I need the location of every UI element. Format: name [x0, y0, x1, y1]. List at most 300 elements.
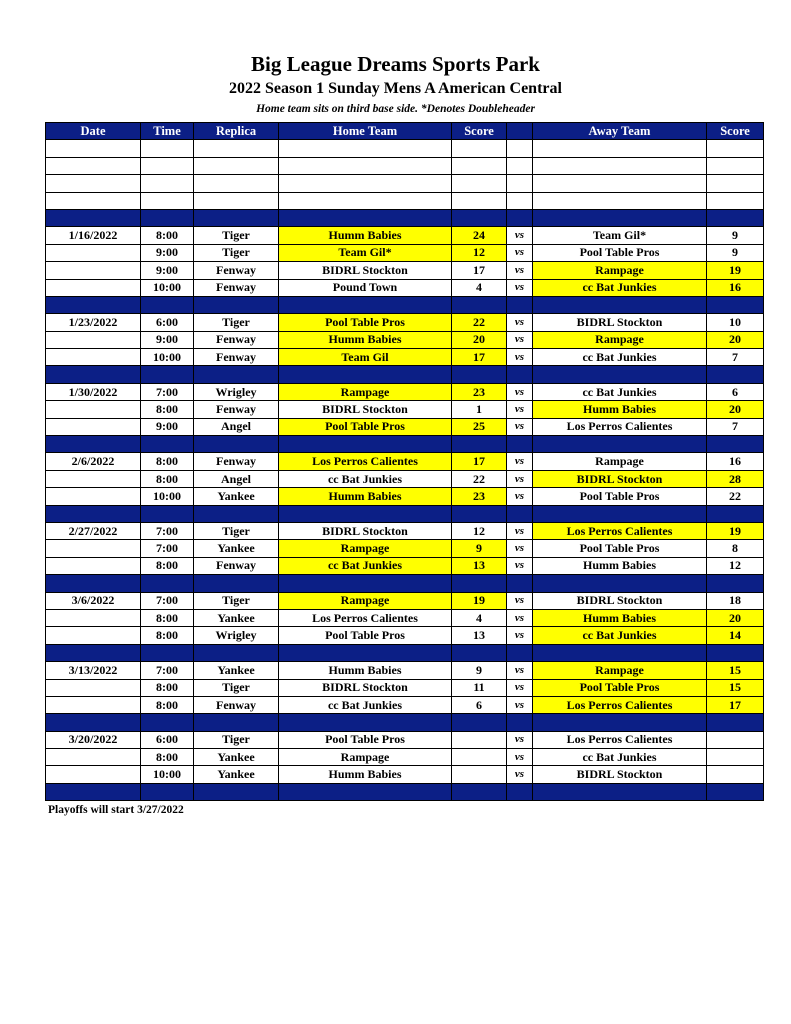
blank-cell [46, 140, 141, 157]
cell-time: 8:00 [141, 609, 194, 626]
cell-away-team: Los Perros Calientes [533, 696, 707, 713]
cell-date [46, 418, 141, 435]
cell-away-score: 14 [707, 627, 764, 644]
cell-time: 9:00 [141, 331, 194, 348]
separator-cell [194, 366, 279, 383]
cell-away-team: Pool Table Pros [533, 488, 707, 505]
separator-cell [46, 436, 141, 453]
cell-vs: vs [507, 488, 533, 505]
cell-time: 8:00 [141, 696, 194, 713]
cell-away-team: Rampage [533, 453, 707, 470]
cell-home-score: 25 [452, 418, 507, 435]
separator-cell [452, 296, 507, 313]
separator-cell [707, 209, 764, 226]
separator-cell [279, 714, 452, 731]
cell-away-team: cc Bat Junkies [533, 349, 707, 366]
blank-cell [507, 192, 533, 209]
cell-date: 3/6/2022 [46, 592, 141, 609]
separator-cell [507, 575, 533, 592]
cell-date [46, 488, 141, 505]
cell-away-team: cc Bat Junkies [533, 383, 707, 400]
game-row [46, 557, 764, 574]
page-subtitle: 2022 Season 1 Sunday Mens A American Central [229, 80, 562, 97]
cell-date [46, 696, 141, 713]
separator-row [46, 505, 764, 522]
separator-cell [452, 575, 507, 592]
cell-home-score [452, 766, 507, 783]
separator-cell [707, 436, 764, 453]
blank-cell [194, 192, 279, 209]
cell-date [46, 244, 141, 261]
cell-replica: Yankee [194, 609, 279, 626]
separator-cell [194, 505, 279, 522]
cell-time: 8:00 [141, 679, 194, 696]
cell-away-score: 15 [707, 662, 764, 679]
cell-home-score: 1 [452, 401, 507, 418]
separator-cell [46, 644, 141, 661]
cell-vs: vs [507, 418, 533, 435]
blank-cell [194, 157, 279, 174]
game-row [46, 627, 764, 644]
cell-vs: vs [507, 522, 533, 539]
separator-cell [707, 575, 764, 592]
cell-home-score: 22 [452, 314, 507, 331]
separator-row [46, 209, 764, 226]
cell-vs: vs [507, 244, 533, 261]
cell-away-team: BIDRL Stockton [533, 470, 707, 487]
cell-replica: Fenway [194, 453, 279, 470]
separator-cell [533, 505, 707, 522]
separator-cell [46, 714, 141, 731]
cell-time: 8:00 [141, 227, 194, 244]
cell-time: 9:00 [141, 262, 194, 279]
separator-cell [194, 714, 279, 731]
separator-cell [141, 644, 194, 661]
cell-replica: Yankee [194, 766, 279, 783]
cell-away-score: 16 [707, 453, 764, 470]
cell-vs: vs [507, 766, 533, 783]
schedule-table [45, 122, 764, 801]
cell-away-score: 9 [707, 227, 764, 244]
separator-cell [46, 505, 141, 522]
cell-date: 3/13/2022 [46, 662, 141, 679]
cell-away-team: BIDRL Stockton [533, 314, 707, 331]
separator-cell [279, 296, 452, 313]
cell-vs: vs [507, 679, 533, 696]
separator-cell [452, 644, 507, 661]
cell-time: 8:00 [141, 453, 194, 470]
separator-cell [707, 644, 764, 661]
cell-home-team: Pool Table Pros [279, 418, 452, 435]
cell-home-score: 11 [452, 679, 507, 696]
cell-replica: Yankee [194, 749, 279, 766]
blank-row [46, 140, 764, 157]
cell-home-score: 23 [452, 488, 507, 505]
cell-away-team: Team Gil* [533, 227, 707, 244]
cell-away-score: 19 [707, 262, 764, 279]
cell-home-team: Rampage [279, 540, 452, 557]
separator-cell [279, 575, 452, 592]
game-row [46, 383, 764, 400]
cell-vs: vs [507, 401, 533, 418]
cell-away-score: 17 [707, 696, 764, 713]
separator-cell [194, 644, 279, 661]
cell-home-team: BIDRL Stockton [279, 401, 452, 418]
blank-cell [46, 157, 141, 174]
cell-away-team: Rampage [533, 662, 707, 679]
separator-cell [507, 296, 533, 313]
separator-cell [194, 209, 279, 226]
cell-home-team: Rampage [279, 383, 452, 400]
separator-cell [46, 366, 141, 383]
blank-cell [279, 140, 452, 157]
cell-vs: vs [507, 696, 533, 713]
cell-away-score [707, 766, 764, 783]
separator-cell [452, 783, 507, 800]
table-header-row [46, 123, 764, 140]
game-row [46, 488, 764, 505]
cell-time: 8:00 [141, 401, 194, 418]
cell-date [46, 279, 141, 296]
cell-home-score: 17 [452, 262, 507, 279]
cell-away-score: 20 [707, 609, 764, 626]
separator-cell [141, 575, 194, 592]
game-row [46, 314, 764, 331]
blank-cell [452, 192, 507, 209]
cell-away-score: 19 [707, 522, 764, 539]
game-row [46, 453, 764, 470]
column-header-away-team: Away Team [533, 123, 707, 140]
cell-away-score: 15 [707, 679, 764, 696]
cell-date [46, 627, 141, 644]
cell-time: 10:00 [141, 349, 194, 366]
cell-replica: Fenway [194, 331, 279, 348]
cell-time: 8:00 [141, 627, 194, 644]
cell-vs: vs [507, 470, 533, 487]
separator-cell [507, 209, 533, 226]
cell-home-score: 6 [452, 696, 507, 713]
cell-away-team: Los Perros Calientes [533, 731, 707, 748]
cell-replica: Fenway [194, 401, 279, 418]
cell-away-team: Pool Table Pros [533, 679, 707, 696]
cell-time: 10:00 [141, 279, 194, 296]
separator-cell [507, 436, 533, 453]
cell-replica: Fenway [194, 557, 279, 574]
game-row [46, 401, 764, 418]
cell-away-team: BIDRL Stockton [533, 592, 707, 609]
blank-cell [533, 192, 707, 209]
cell-date [46, 557, 141, 574]
cell-home-team: Humm Babies [279, 331, 452, 348]
cell-vs: vs [507, 227, 533, 244]
separator-cell [707, 366, 764, 383]
blank-cell [141, 192, 194, 209]
cell-home-team: Pound Town [279, 279, 452, 296]
cell-home-team: Pool Table Pros [279, 731, 452, 748]
cell-replica: Fenway [194, 262, 279, 279]
game-row [46, 227, 764, 244]
cell-home-team: Team Gil* [279, 244, 452, 261]
separator-cell [452, 505, 507, 522]
separator-cell [141, 505, 194, 522]
cell-vs: vs [507, 557, 533, 574]
cell-home-score: 23 [452, 383, 507, 400]
cell-home-team: Rampage [279, 749, 452, 766]
cell-date [46, 540, 141, 557]
cell-home-team: Pool Table Pros [279, 627, 452, 644]
separator-cell [46, 575, 141, 592]
cell-replica: Tiger [194, 227, 279, 244]
blank-cell [452, 157, 507, 174]
cell-home-score: 19 [452, 592, 507, 609]
blank-cell [507, 175, 533, 192]
page-title: Big League Dreams Sports Park [251, 52, 540, 76]
cell-home-score: 22 [452, 470, 507, 487]
cell-home-team: Humm Babies [279, 488, 452, 505]
blank-cell [707, 140, 764, 157]
game-row [46, 540, 764, 557]
cell-time: 9:00 [141, 244, 194, 261]
cell-away-team: Rampage [533, 262, 707, 279]
separator-cell [533, 783, 707, 800]
cell-away-team: Pool Table Pros [533, 244, 707, 261]
separator-cell [141, 209, 194, 226]
game-row [46, 279, 764, 296]
cell-time: 8:00 [141, 470, 194, 487]
separator-cell [279, 505, 452, 522]
column-header-vs [507, 123, 533, 140]
cell-away-team: Los Perros Calientes [533, 418, 707, 435]
game-row [46, 592, 764, 609]
blank-cell [141, 157, 194, 174]
game-row [46, 662, 764, 679]
cell-vs: vs [507, 453, 533, 470]
cell-vs: vs [507, 279, 533, 296]
cell-replica: Yankee [194, 662, 279, 679]
cell-replica: Fenway [194, 696, 279, 713]
page-note: Home team sits on third base side. *Denotes Doubleheader [256, 103, 535, 115]
blank-cell [141, 140, 194, 157]
cell-time: 8:00 [141, 557, 194, 574]
blank-cell [452, 175, 507, 192]
separator-cell [507, 366, 533, 383]
separator-cell [707, 783, 764, 800]
separator-cell [46, 296, 141, 313]
separator-cell [141, 436, 194, 453]
cell-away-score: 16 [707, 279, 764, 296]
cell-away-score: 9 [707, 244, 764, 261]
cell-date: 1/30/2022 [46, 383, 141, 400]
game-row [46, 522, 764, 539]
separator-cell [279, 366, 452, 383]
cell-vs: vs [507, 627, 533, 644]
separator-row [46, 575, 764, 592]
cell-away-score: 12 [707, 557, 764, 574]
cell-replica: Tiger [194, 731, 279, 748]
game-row [46, 731, 764, 748]
separator-cell [46, 209, 141, 226]
separator-cell [507, 783, 533, 800]
separator-row [46, 783, 764, 800]
separator-cell [194, 783, 279, 800]
cell-vs: vs [507, 331, 533, 348]
blank-row [46, 192, 764, 209]
blank-cell [279, 157, 452, 174]
separator-row [46, 296, 764, 313]
cell-away-team: Humm Babies [533, 557, 707, 574]
cell-away-team: Humm Babies [533, 609, 707, 626]
cell-date [46, 609, 141, 626]
cell-home-team: Humm Babies [279, 766, 452, 783]
blank-cell [533, 175, 707, 192]
separator-cell [707, 296, 764, 313]
footer-note: Playoffs will start 3/27/2022 [48, 804, 184, 816]
blank-row [46, 157, 764, 174]
cell-home-score [452, 731, 507, 748]
column-header-home-team: Home Team [279, 123, 452, 140]
cell-time: 6:00 [141, 314, 194, 331]
cell-home-score: 9 [452, 540, 507, 557]
cell-replica: Tiger [194, 244, 279, 261]
cell-away-score: 22 [707, 488, 764, 505]
cell-replica: Tiger [194, 522, 279, 539]
cell-away-score: 7 [707, 418, 764, 435]
cell-replica: Tiger [194, 314, 279, 331]
blank-cell [507, 140, 533, 157]
game-row [46, 609, 764, 626]
cell-vs: vs [507, 349, 533, 366]
cell-home-team: cc Bat Junkies [279, 557, 452, 574]
column-header-date: Date [46, 123, 141, 140]
separator-cell [707, 505, 764, 522]
cell-replica: Yankee [194, 488, 279, 505]
separator-cell [533, 209, 707, 226]
cell-home-score: 20 [452, 331, 507, 348]
separator-cell [533, 714, 707, 731]
cell-vs: vs [507, 314, 533, 331]
column-header-home-score: Score [452, 123, 507, 140]
cell-time: 6:00 [141, 731, 194, 748]
separator-cell [194, 296, 279, 313]
separator-cell [452, 436, 507, 453]
separator-cell [46, 783, 141, 800]
game-row [46, 418, 764, 435]
cell-date: 1/16/2022 [46, 227, 141, 244]
cell-vs: vs [507, 749, 533, 766]
cell-date [46, 470, 141, 487]
separator-cell [533, 575, 707, 592]
cell-home-score [452, 749, 507, 766]
cell-home-team: Humm Babies [279, 662, 452, 679]
cell-home-score: 17 [452, 349, 507, 366]
separator-cell [707, 714, 764, 731]
cell-replica: Wrigley [194, 627, 279, 644]
blank-cell [533, 157, 707, 174]
separator-cell [141, 714, 194, 731]
separator-cell [507, 714, 533, 731]
game-row [46, 331, 764, 348]
cell-away-team: Humm Babies [533, 401, 707, 418]
column-header-replica: Replica [194, 123, 279, 140]
separator-cell [452, 209, 507, 226]
cell-date [46, 401, 141, 418]
separator-cell [141, 783, 194, 800]
cell-time: 7:00 [141, 662, 194, 679]
column-header-time: Time [141, 123, 194, 140]
cell-home-score: 17 [452, 453, 507, 470]
cell-date [46, 679, 141, 696]
cell-date: 2/27/2022 [46, 522, 141, 539]
cell-away-score: 28 [707, 470, 764, 487]
cell-vs: vs [507, 609, 533, 626]
separator-row [46, 644, 764, 661]
separator-cell [533, 366, 707, 383]
separator-cell [279, 644, 452, 661]
cell-away-team: Pool Table Pros [533, 540, 707, 557]
cell-home-team: BIDRL Stockton [279, 522, 452, 539]
column-header-away-score: Score [707, 123, 764, 140]
separator-cell [279, 209, 452, 226]
blank-cell [533, 140, 707, 157]
game-row [46, 244, 764, 261]
cell-home-team: Los Perros Calientes [279, 453, 452, 470]
cell-home-score: 24 [452, 227, 507, 244]
cell-replica: Tiger [194, 679, 279, 696]
cell-time: 9:00 [141, 418, 194, 435]
separator-cell [507, 505, 533, 522]
schedule-body [46, 140, 764, 801]
cell-away-team: BIDRL Stockton [533, 766, 707, 783]
cell-replica: Angel [194, 418, 279, 435]
cell-home-score: 13 [452, 557, 507, 574]
cell-away-score: 18 [707, 592, 764, 609]
blank-cell [707, 175, 764, 192]
cell-home-team: BIDRL Stockton [279, 679, 452, 696]
cell-home-team: Humm Babies [279, 227, 452, 244]
game-row [46, 679, 764, 696]
separator-cell [141, 366, 194, 383]
blank-cell [279, 175, 452, 192]
cell-time: 10:00 [141, 766, 194, 783]
blank-row [46, 175, 764, 192]
cell-home-score: 12 [452, 244, 507, 261]
cell-home-team: cc Bat Junkies [279, 696, 452, 713]
cell-home-team: Team Gil [279, 349, 452, 366]
cell-away-score [707, 749, 764, 766]
blank-cell [507, 157, 533, 174]
cell-replica: Fenway [194, 349, 279, 366]
cell-date [46, 766, 141, 783]
cell-time: 7:00 [141, 540, 194, 557]
separator-cell [194, 436, 279, 453]
blank-cell [194, 140, 279, 157]
cell-away-score: 20 [707, 331, 764, 348]
cell-date [46, 749, 141, 766]
cell-home-team: Pool Table Pros [279, 314, 452, 331]
blank-cell [46, 192, 141, 209]
blank-cell [279, 192, 452, 209]
cell-away-team: Rampage [533, 331, 707, 348]
cell-vs: vs [507, 383, 533, 400]
separator-cell [141, 296, 194, 313]
cell-time: 7:00 [141, 383, 194, 400]
game-row [46, 470, 764, 487]
separator-cell [452, 366, 507, 383]
blank-cell [194, 175, 279, 192]
blank-cell [452, 140, 507, 157]
separator-row [46, 714, 764, 731]
cell-away-score: 10 [707, 314, 764, 331]
